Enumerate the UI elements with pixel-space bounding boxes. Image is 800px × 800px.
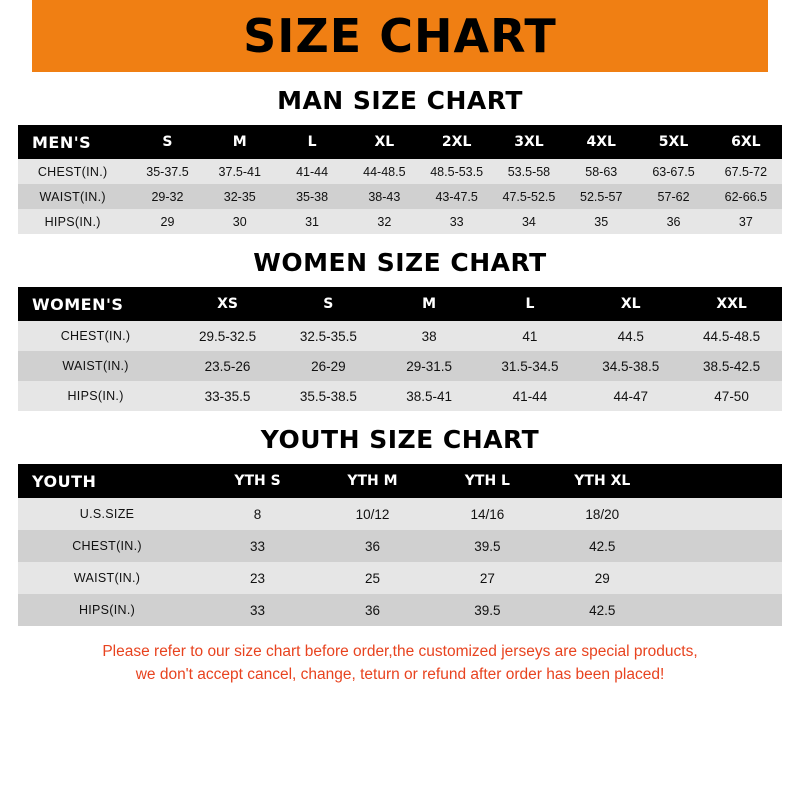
men-cell: 62-66.5	[710, 184, 782, 209]
men-cell: 38-43	[348, 184, 420, 209]
women-cell: 44.5	[580, 321, 681, 351]
women-col-header: S	[278, 287, 379, 321]
youth-cell: 25	[315, 562, 430, 594]
men-row-label: CHEST(IN.)	[18, 159, 131, 184]
men-cell: 41-44	[276, 159, 348, 184]
women-col-header: XXL	[681, 287, 782, 321]
table-row	[18, 530, 782, 562]
table-row	[18, 351, 782, 381]
table-row	[18, 498, 782, 530]
women-cell: 38.5-41	[379, 381, 480, 411]
women-col-header: L	[480, 287, 581, 321]
men-cell: 53.5-58	[493, 159, 565, 184]
men-cell: 58-63	[565, 159, 637, 184]
footer-note	[18, 640, 782, 687]
youth-row-label: HIPS(IN.)	[18, 594, 200, 626]
men-cell: 35-38	[276, 184, 348, 209]
footer-note-line-1: Please refer to our size chart before order,the customized jerseys are special products,	[102, 643, 698, 660]
men-col-header: 3XL	[493, 125, 565, 159]
women-table-body	[18, 321, 782, 411]
men-cell: 30	[204, 209, 276, 234]
men-cell: 48.5-53.5	[421, 159, 493, 184]
men-cell: 33	[421, 209, 493, 234]
men-table-head	[18, 125, 782, 159]
section-women	[18, 248, 782, 411]
youth-cell-spacer	[660, 498, 782, 530]
youth-cell: 23	[200, 562, 315, 594]
youth-row-label: WAIST(IN.)	[18, 562, 200, 594]
table-row	[18, 209, 782, 234]
women-cell: 38.5-42.5	[681, 351, 782, 381]
men-cell: 36	[637, 209, 709, 234]
women-size-table	[18, 287, 782, 411]
table-row	[18, 321, 782, 351]
table-row	[18, 184, 782, 209]
women-table-head	[18, 287, 782, 321]
women-cell: 26-29	[278, 351, 379, 381]
women-col-header: XS	[177, 287, 278, 321]
table-header-row	[18, 464, 782, 498]
table-row	[18, 562, 782, 594]
men-cell: 43-47.5	[421, 184, 493, 209]
youth-cell: 42.5	[545, 594, 660, 626]
footer-note-line-2: we don't accept cancel, change, teturn or refund after order has been placed!	[135, 666, 665, 684]
section-youth	[18, 425, 782, 626]
youth-cell: 27	[430, 562, 545, 594]
youth-cell: 10/12	[315, 498, 430, 530]
women-cell: 33-35.5	[177, 381, 278, 411]
men-cell: 44-48.5	[348, 159, 420, 184]
youth-row-label: CHEST(IN.)	[18, 530, 200, 562]
youth-cell: 39.5	[430, 594, 545, 626]
men-cell: 35	[565, 209, 637, 234]
women-cell: 34.5-38.5	[580, 351, 681, 381]
men-col-header: M	[204, 125, 276, 159]
women-cell: 29-31.5	[379, 351, 480, 381]
women-cell: 47-50	[681, 381, 782, 411]
men-cell: 37	[710, 209, 782, 234]
youth-cell-spacer	[660, 562, 782, 594]
women-cell: 23.5-26	[177, 351, 278, 381]
women-cell: 41	[480, 321, 581, 351]
men-cell: 57-62	[637, 184, 709, 209]
men-cell: 32	[348, 209, 420, 234]
men-cell: 29	[131, 209, 203, 234]
youth-cell: 14/16	[430, 498, 545, 530]
men-size-table	[18, 125, 782, 234]
women-cell: 35.5-38.5	[278, 381, 379, 411]
youth-col-header: YTH M	[315, 464, 430, 498]
women-cell: 32.5-35.5	[278, 321, 379, 351]
header-left-notch	[0, 0, 32, 72]
youth-cell: 33	[200, 594, 315, 626]
men-row-label: WAIST(IN.)	[18, 184, 131, 209]
men-cell: 34	[493, 209, 565, 234]
men-col-header: 4XL	[565, 125, 637, 159]
women-cell: 38	[379, 321, 480, 351]
men-cell: 47.5-52.5	[493, 184, 565, 209]
section-title-women: WOMEN SIZE CHART	[253, 248, 547, 277]
section-title-youth: YOUTH SIZE CHART	[260, 425, 540, 454]
youth-table-body	[18, 498, 782, 626]
youth-cell: 39.5	[430, 530, 545, 562]
table-header-row	[18, 287, 782, 321]
header-band	[0, 0, 800, 72]
women-row-label: HIPS(IN.)	[18, 381, 177, 411]
men-col-header: 5XL	[637, 125, 709, 159]
youth-cell: 42.5	[545, 530, 660, 562]
men-row-label: HIPS(IN.)	[18, 209, 131, 234]
men-col-header: XL	[348, 125, 420, 159]
men-col-header: 2XL	[421, 125, 493, 159]
women-cell: 44-47	[580, 381, 681, 411]
women-row-label: WAIST(IN.)	[18, 351, 177, 381]
youth-cell: 29	[545, 562, 660, 594]
men-cell: 35-37.5	[131, 159, 203, 184]
youth-row-label: U.S.SIZE	[18, 498, 200, 530]
header-right-notch	[768, 0, 800, 72]
youth-col-spacer	[660, 464, 782, 498]
youth-col-header: YTH L	[430, 464, 545, 498]
men-cell: 63-67.5	[637, 159, 709, 184]
women-header-label: WOMEN'S	[18, 287, 177, 321]
youth-col-header: YTH S	[200, 464, 315, 498]
men-cell: 37.5-41	[204, 159, 276, 184]
content-area	[0, 86, 800, 687]
men-header-label: MEN'S	[18, 125, 131, 159]
section-title-men: MAN SIZE CHART	[277, 86, 523, 115]
table-row	[18, 381, 782, 411]
men-table-body	[18, 159, 782, 234]
table-row	[18, 159, 782, 184]
youth-cell: 8	[200, 498, 315, 530]
table-row	[18, 594, 782, 626]
youth-cell: 36	[315, 530, 430, 562]
women-col-header: M	[379, 287, 480, 321]
men-col-header: 6XL	[710, 125, 782, 159]
men-cell: 52.5-57	[565, 184, 637, 209]
women-cell: 44.5-48.5	[681, 321, 782, 351]
youth-cell: 36	[315, 594, 430, 626]
men-cell: 67.5-72	[710, 159, 782, 184]
men-cell: 29-32	[131, 184, 203, 209]
men-col-header: S	[131, 125, 203, 159]
youth-cell-spacer	[660, 530, 782, 562]
women-cell: 41-44	[480, 381, 581, 411]
men-col-header: L	[276, 125, 348, 159]
youth-table-head	[18, 464, 782, 498]
page-title: SIZE CHART	[243, 9, 557, 63]
youth-cell: 33	[200, 530, 315, 562]
youth-cell-spacer	[660, 594, 782, 626]
women-cell: 29.5-32.5	[177, 321, 278, 351]
youth-header-label: YOUTH	[18, 464, 200, 498]
table-header-row	[18, 125, 782, 159]
men-cell: 31	[276, 209, 348, 234]
youth-cell: 18/20	[545, 498, 660, 530]
women-row-label: CHEST(IN.)	[18, 321, 177, 351]
women-cell: 31.5-34.5	[480, 351, 581, 381]
men-cell: 32-35	[204, 184, 276, 209]
youth-size-table	[18, 464, 782, 626]
section-men	[18, 86, 782, 234]
women-col-header: XL	[580, 287, 681, 321]
youth-col-header: YTH XL	[545, 464, 660, 498]
